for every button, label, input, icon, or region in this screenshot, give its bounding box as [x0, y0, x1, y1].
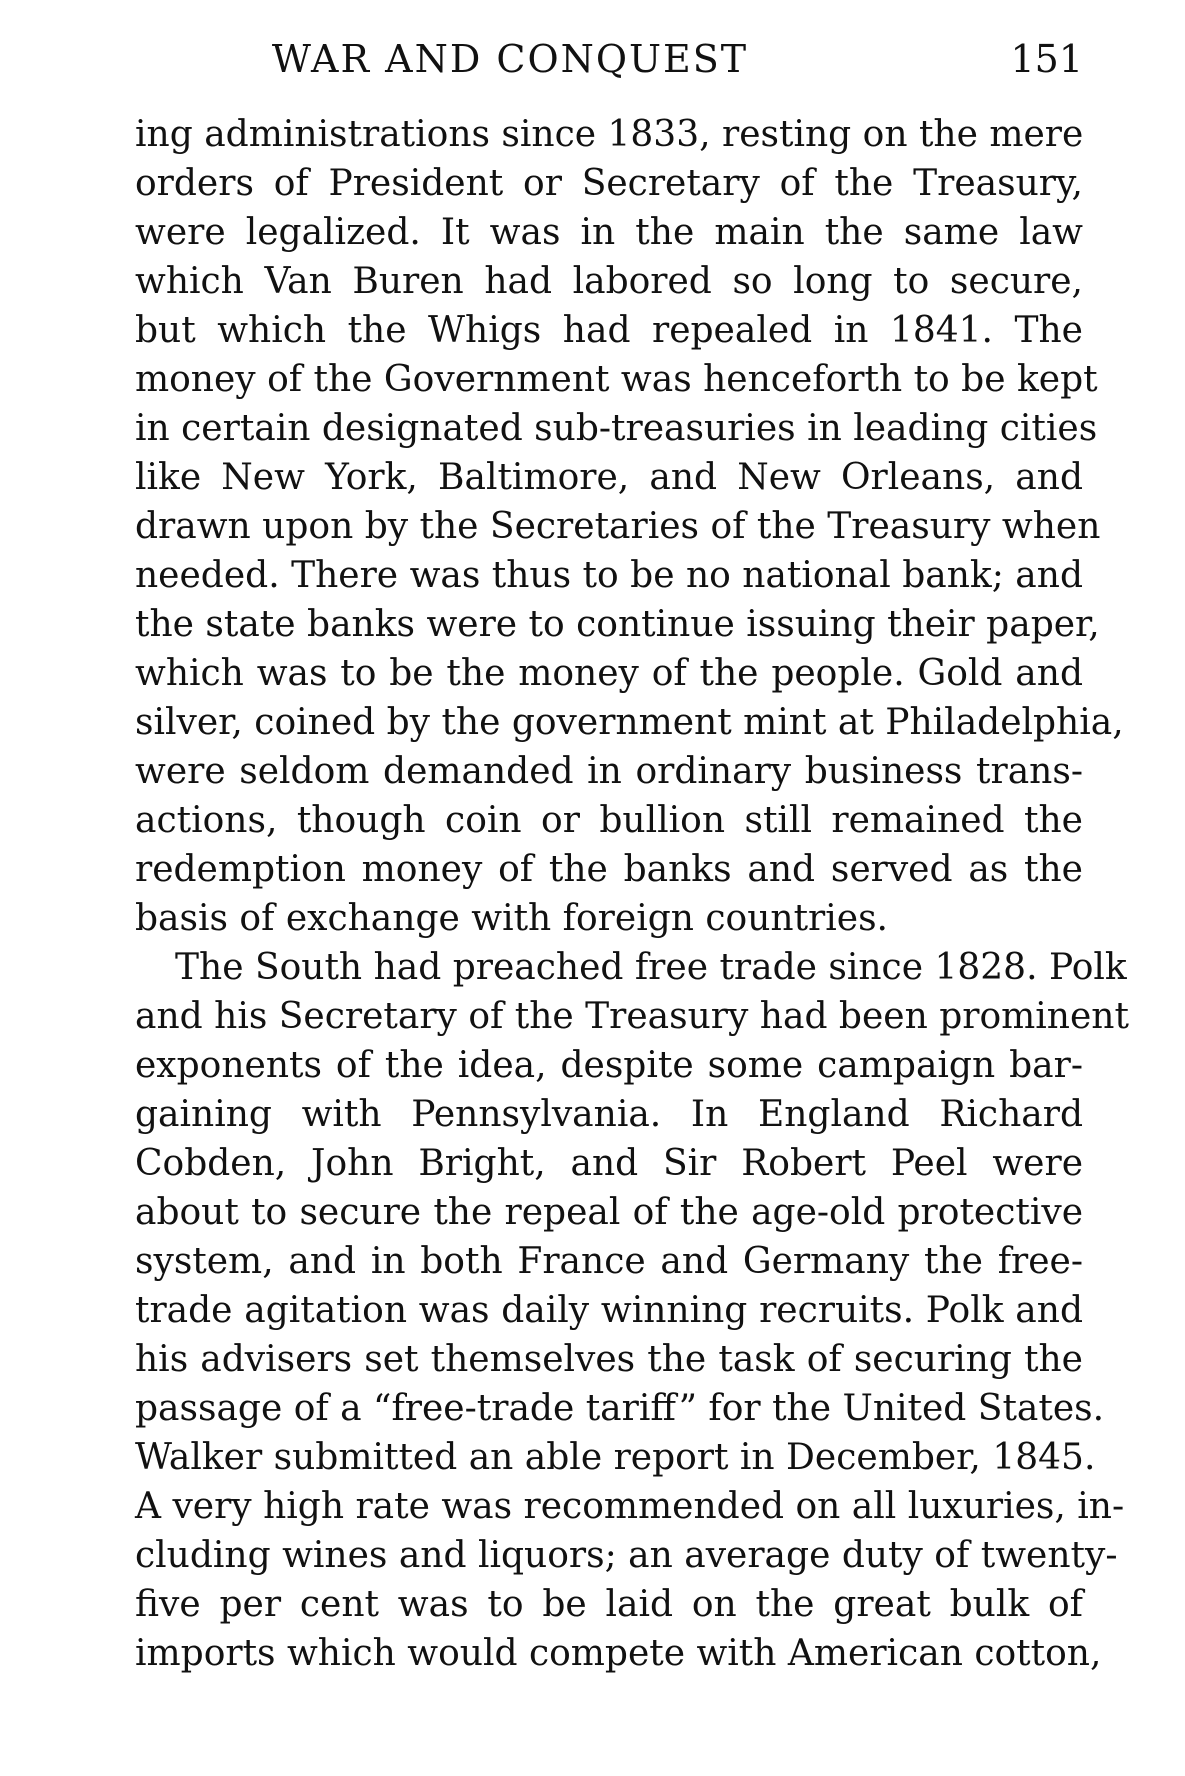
text-line: silver, coined by the government mint at Philadelphia,: [135, 702, 1124, 743]
text-line: and his Secretary of the Treasury had been prominent: [135, 996, 1129, 1037]
text-line: which was to be the money of the people. Gold and: [135, 653, 1083, 694]
text-line: in certain designated sub-treasuries in leading cities: [135, 408, 1098, 449]
text-line: drawn upon by the Secretaries of the Treasury when: [135, 506, 1101, 547]
text-line: needed. There was thus to be no national bank; and: [135, 555, 1083, 596]
body-text: [135, 110, 1129, 1678]
page-number: 151: [1010, 37, 1083, 81]
text-line: Walker submitted an able report in December, 1845.: [135, 1437, 1096, 1478]
text-line: basis of exchange with foreign countries.: [135, 898, 888, 939]
text-line: ing administrations since 1833, resting on the mere: [135, 114, 1084, 155]
text-line: about to secure the repeal of the age-old protective: [135, 1192, 1083, 1233]
text-line: which Van Buren had labored so long to secure,: [135, 261, 1083, 302]
text-line: redemption money of the banks and served as the: [135, 849, 1083, 890]
text-line: trade agitation was daily winning recruits. Polk and: [135, 1290, 1083, 1331]
text-line: The South had preached free trade since 1828. Polk: [175, 947, 1127, 988]
paragraph-1: [135, 110, 1124, 943]
text-line: like New York, Baltimore, and New Orleans, and: [135, 457, 1083, 498]
text-line: the state banks were to continue issuing their paper,: [135, 604, 1100, 645]
text-line: passage of a “free-trade tariff” for the United States.: [135, 1388, 1105, 1429]
text-line: cluding wines and liquors; an average duty of twenty-: [135, 1535, 1118, 1576]
text-line: his advisers set themselves the task of securing the: [135, 1339, 1083, 1380]
text-line: Cobden, John Bright, and Sir Robert Peel were: [135, 1143, 1083, 1184]
text-line: were legalized. It was in the main the same law: [135, 212, 1083, 253]
text-line: imports which would compete with American cotton,: [135, 1633, 1102, 1674]
text-line: money of the Government was henceforth to be kept: [135, 359, 1098, 400]
text-line: were seldom demanded in ordinary business trans-: [135, 751, 1083, 792]
paragraph-2: [135, 943, 1129, 1678]
text-line: system, and in both France and Germany the free-: [135, 1241, 1083, 1282]
running-title: WAR AND CONQUEST: [271, 37, 749, 81]
text-line: gaining with Pennsylvania. In England Richard: [135, 1094, 1083, 1135]
text-line: A very high rate was recommended on all luxuries, in-: [135, 1486, 1125, 1527]
text-line: five per cent was to be laid on the great bulk of: [135, 1584, 1083, 1625]
text-line: but which the Whigs had repealed in 1841. The: [135, 310, 1083, 351]
text-line: actions, though coin or bullion still remained the: [135, 800, 1083, 841]
text-line: orders of President or Secretary of the Treasury,: [135, 163, 1083, 204]
text-line: exponents of the idea, despite some campaign bar-: [135, 1045, 1083, 1086]
running-head: [135, 34, 1083, 84]
